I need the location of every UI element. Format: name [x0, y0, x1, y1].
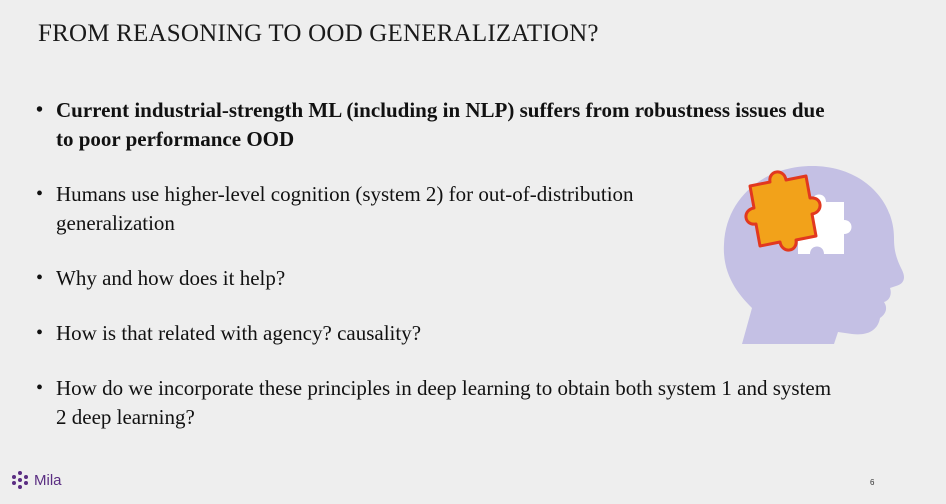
bullet-marker: •: [36, 322, 44, 344]
bullet-text: Why and how does it help?: [56, 266, 286, 290]
mila-logo: [10, 470, 62, 490]
bullet-text: Current industrial-strength ML (including in NLP) suffers from robustness issues due to poor performance OOD: [56, 98, 825, 151]
bullet-item: [32, 374, 846, 432]
slide-title: FROM REASONING TO OOD GENERALIZATION?: [38, 20, 599, 47]
bullet-marker: •: [36, 99, 44, 121]
bullet-marker: •: [36, 183, 44, 205]
bullet-item: [32, 96, 846, 154]
bullet-text: Humans use higher-level cognition (system 2) for out-of-distribution generalization: [56, 182, 634, 235]
bullet-item: [32, 180, 736, 238]
head-with-puzzle-icon: [712, 158, 912, 348]
bullet-text: How is that related with agency? causality?: [56, 321, 422, 345]
page-number: 6: [870, 478, 875, 487]
mila-dots-icon: [10, 470, 30, 490]
bullet-marker: •: [36, 377, 44, 399]
mila-logo-text: Mila: [34, 471, 62, 489]
bullet-marker: •: [36, 267, 44, 289]
bullet-text: How do we incorporate these principles in deep learning to obtain both system 1 and system 2 deep learning?: [56, 376, 832, 429]
